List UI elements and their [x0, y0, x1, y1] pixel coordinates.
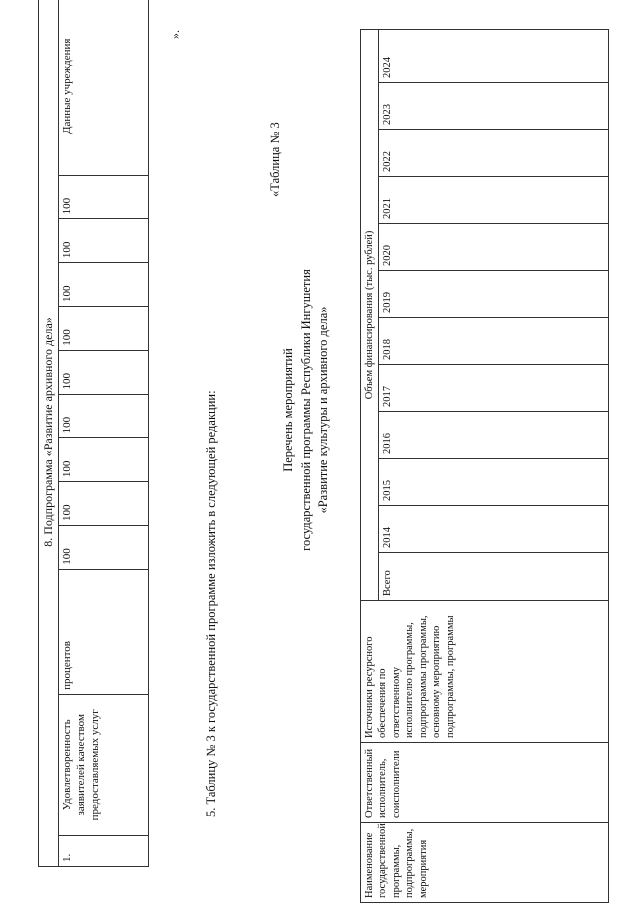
subprogram-heading: 8. Подпрограмма «Развитие архивного дела» [39, 0, 59, 867]
header-year: 2014 [379, 506, 609, 553]
header-year: 2024 [379, 29, 609, 82]
value-cell: 100 [59, 263, 149, 307]
title-line-3: «Развитие культуры и архивного дела» [316, 306, 330, 514]
header-year: 2023 [379, 83, 609, 130]
header-year: 2019 [379, 271, 609, 318]
header-total: Всего [379, 553, 609, 601]
header-year: 2020 [379, 224, 609, 271]
value-cell: 100 [59, 482, 149, 526]
table-reference: «Таблица № 3 [268, 122, 282, 197]
value-cell: 100 [59, 219, 149, 263]
header-name: Наименование государственной программы, подпрограммы, мероприятия [361, 823, 609, 903]
header-financing: Объем финансирования (тыс. рублей) [361, 29, 379, 600]
header-year: 2016 [379, 412, 609, 459]
value-cell: 100 [59, 394, 149, 438]
document-title [280, 175, 333, 645]
header-year: 2022 [379, 130, 609, 177]
value-cell: 100 [59, 175, 149, 219]
closing-quote: ». [168, 30, 182, 39]
row-number: 1. [59, 835, 149, 866]
unit-cell: процентов [59, 569, 149, 694]
value-cell: 100 [59, 306, 149, 350]
header-executor: Ответственный исполнитель, соисполнители [361, 743, 609, 823]
header-year: 2015 [379, 459, 609, 506]
value-cell: 100 [59, 438, 149, 482]
indicator-name: Удовлетворенность заявителей качеством предоставляемых услуг [59, 694, 149, 835]
activities-table [360, 29, 609, 903]
header-year: 2017 [379, 365, 609, 412]
indicators-table [38, 0, 149, 867]
title-line-2: государственной программы Республики Ингушетия [298, 269, 313, 551]
title-line-1: Перечень мероприятий [281, 348, 295, 472]
header-source: Источники ресурсного обеспечения по ответственному исполнителю программы, подпрограммы программы, основному мероприятию подпрограммы, программы [361, 601, 609, 743]
data-source-cell: Данные учреждения [59, 0, 149, 175]
header-year: 2018 [379, 318, 609, 365]
value-cell: 100 [59, 525, 149, 569]
paragraph-5: 5. Таблицу № 3 к государственной программе изложить в следующей редакции: [204, 390, 218, 817]
header-year: 2021 [379, 177, 609, 224]
value-cell: 100 [59, 350, 149, 394]
